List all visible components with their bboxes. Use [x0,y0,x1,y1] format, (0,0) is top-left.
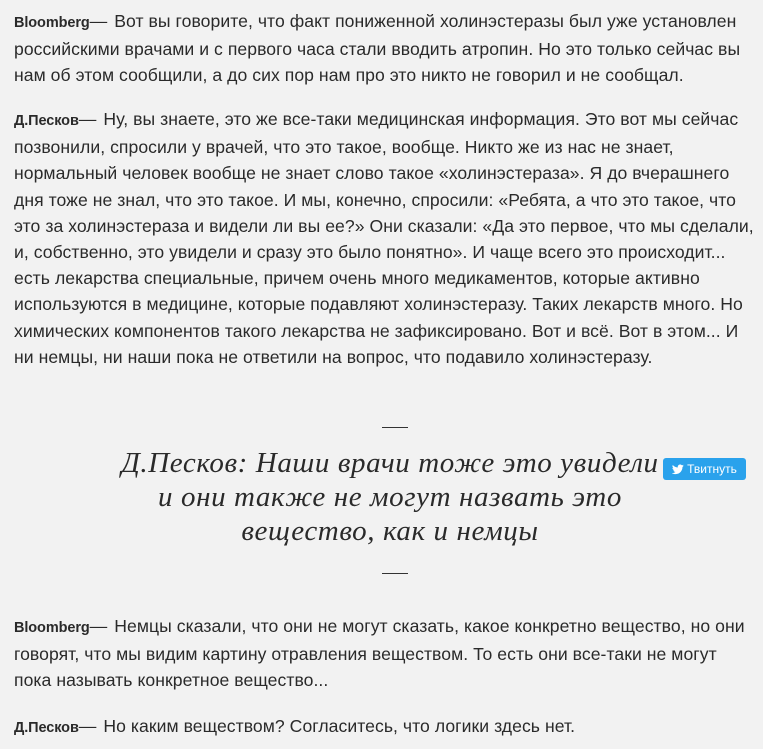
speaker-name: Д.Песков [14,113,79,129]
paragraph-1 [14,8,754,89]
paragraph-text: Ну, вы знаете, это же все-таки медицинская информация. Это вот мы сейчас позвонили, спросили у врачей, что это такое, вообще. Никто же из нас не знает, нормальный человек вообще не знает слово такое «холинэстераза». Я до вчерашнего дня тоже не знал, что это такое. И мы, конечно, спросили: «Ребята, а что это такое, что это за холинэстераза и видели ли вы ее?» Они сказали: «Да это первое, что мы сделали, и, собственно, это увидели и сразу это было понятно». И чаще всего это происходит... есть лекарства специальные, причем очень много медикаментов, которые активно используются в медицине, которые подавляют холинэстеразу. Таких лекарств много. Но химических компонентов такого лекарства не зафиксировано. Вот и всё. Вот в этом... И ни немцы, ни наши пока не ответили на вопрос, что подавило холинэстеразу. [14,109,754,367]
speaker-name: Bloomberg [14,15,90,31]
dash: — [78,716,97,736]
speaker-name: Д.Песков [14,720,79,736]
dash: — [89,11,108,31]
speaker-name: Bloomberg [14,620,90,636]
dash: — [78,109,97,129]
divider-top [382,427,408,428]
paragraph-text: Вот вы говорите, что факт пониженной холинэстеразы был уже установлен российскими врачами и с первого часа стали вводить атропин. Но это только сейчас вы нам об этом сообщили, а до сих пор нам про это никто не говорил и не сообщал. [14,11,741,86]
tweet-button[interactable] [663,458,746,480]
twitter-bird-icon [672,464,684,475]
pull-quote-block [0,418,763,583]
paragraph-text: Но каким веществом? Согласитесь, что логики здесь нет. [103,716,576,736]
paragraph-text: Немцы сказали, что они не могут сказать, какое конкретно вещество, но они говорят, что мы видим картину отравления веществом. То есть они все-таки не могут пока называть конкретное вещество... [14,616,745,691]
paragraph-4 [14,713,754,741]
pull-quote-line-2: и они также не могут назвать это [158,481,622,513]
pull-quote-line-3: вещество, как и немцы [241,515,539,547]
divider-bottom [382,573,408,574]
paragraph-2 [14,106,754,370]
pull-quote-line-1: Д.Песков: Наши врачи тоже это увидели [121,447,659,479]
dash: — [89,616,108,636]
pull-quote [60,446,720,548]
paragraph-3 [14,613,754,694]
tweet-button-label: Твитнуть [687,462,737,476]
